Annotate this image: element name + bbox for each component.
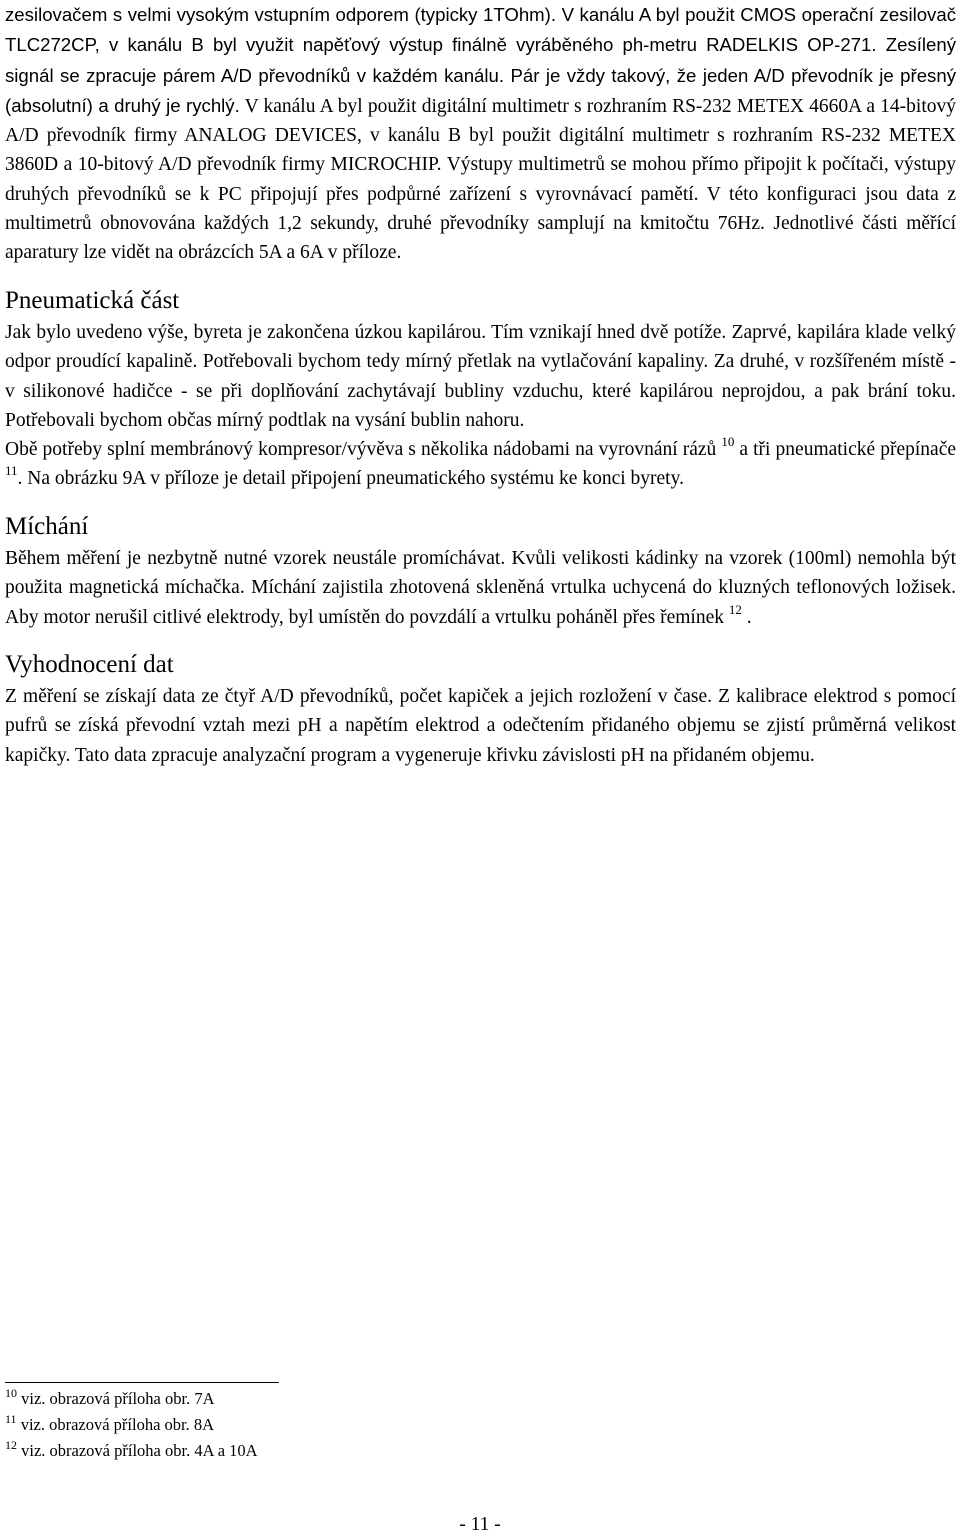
pneumatic-section (5, 318, 956, 494)
pneumatic-p2-text-b: a tři pneumatické přepínače (734, 439, 957, 461)
heading-mixing: Míchání (5, 513, 89, 540)
footnote-number: 11 (5, 1411, 17, 1426)
footnote-ref-10[interactable]: 10 (721, 434, 735, 450)
pneumatic-paragraph-1: Jak bylo uvedeno výše, byreta je zakončena úzkou kapilárou. Tím vznikají hned dvě potíže. Zaprvé, kapilára klade velký odpor proudící kapalině. Potřebovali bychom tedy mírný přetlak na vytlačování kapaliny. Za druhé, v rozšířeném místě - v silikonové hadičce - se při doplňování zachytávají bubliny vzduchu, které kapilárou neprojdou, a pak brání toku. Potřebovali bychom občas mírný podtlak na vysání bublin nahoru. (5, 322, 956, 431)
mixing-text-a: Během měření je nezbytně nutné vzorek neustále promíchávat. Kvůli velikosti kádinky na vzorek (100ml) nemohla být použita magnetická míchačka. Míchání zajistila zhotovená skleněná vrtulka uchycená do kluzných teflonových ložisek. Aby motor nerušil citlivé elektrody, byl umístěn do povzdálí a vrtulku poháněl přes řemínek (5, 548, 956, 628)
pneumatic-p2-text-a: Obě potřeby splní membránový kompresor/vývěva s několika nádobami na vyrovnání rázů (5, 439, 722, 461)
footnote-number: 10 (5, 1385, 17, 1400)
heading-evaluation: Vyhodnocení dat (5, 651, 174, 678)
page-number: - 11 - (459, 1514, 501, 1535)
evaluation-paragraph: Z měření se získají data ze čtyř A/D převodníků, počet kapiček a jejich rozložení v čase. Z kalibrace elektrod s pomocí pufrů se získá převodní vztah mezi pH a napětím elektrod a odečtením přidaného objemu se zjistí průměrná velikost kapičky. Tato data zpracuje analyzační program a vygeneruje křivku závislosti pH na přidaném objemu. (5, 686, 956, 766)
mixing-section (5, 544, 956, 632)
footnote-12 (5, 1438, 258, 1464)
intro-paragraph (5, 0, 956, 268)
footnote-11 (5, 1412, 258, 1438)
intro-sans-text: zesilovačem s velmi vysokým vstupním odporem (typicky 1TOhm). V kanálu A byl použit CMOS operační zesilovač TLC272CP, v kanálu B byl využit napěťový výstup finálně vyráběného ph-metru RADELKIS OP-271. Zesílený signál se zpracuje párem A/D převodníků v každém kanálu. Pár je vždy takový, že jeden A/D převodník je přesný (absolutní) a druhý je rychlý. (5, 4, 956, 116)
pneumatic-p2-text-c: . Na obrázku 9A v příloze je detail připojení pneumatického systému ke konci byrety. (17, 468, 684, 490)
footnote-text: viz. obrazová příloha obr. 8A (16, 1415, 215, 1434)
pneumatic-paragraph-2 (5, 435, 956, 494)
footnote-separator (5, 1382, 279, 1383)
mixing-text-b: . (741, 606, 752, 628)
footnotes (5, 1386, 258, 1464)
mixing-paragraph (5, 544, 956, 632)
footnote-text: viz. obrazová příloha obr. 7A (17, 1389, 215, 1408)
footnote-number: 12 (5, 1437, 17, 1452)
footnote-text: viz. obrazová příloha obr. 4A a 10A (17, 1441, 258, 1460)
footnote-ref-11[interactable]: 11 (5, 463, 18, 479)
intro-serif-text: V kanálu A byl použit digitální multimetr s rozhraním RS-232 METEX 4660A a 14-bitový A/D převodník firmy ANALOG DEVICES, v kanálu B byl použit digitální multimetr s rozhraním RS-232 METEX 3860D a 10-bitový A/D převodník firmy MICROCHIP. Výstupy multimetrů se mohou přímo připojit k počítači, výstupy druhých převodníků se k PC připojují přes podpůrné zařízení s vyrovnávací pamětí. V této konfiguraci jsou data z multimetrů obnovována každých 1,2 sekundy, druhé převodníky samplují na kmitočtu 76Hz. Jednotlivé části měřící aparatury lze vidět na obrázcích 5A a 6A v příloze. (5, 95, 957, 264)
footnote-ref-12[interactable]: 12 (728, 601, 742, 617)
footnote-10 (5, 1386, 258, 1412)
heading-pneumatic: Pneumatická část (5, 287, 180, 314)
evaluation-section (5, 682, 956, 770)
